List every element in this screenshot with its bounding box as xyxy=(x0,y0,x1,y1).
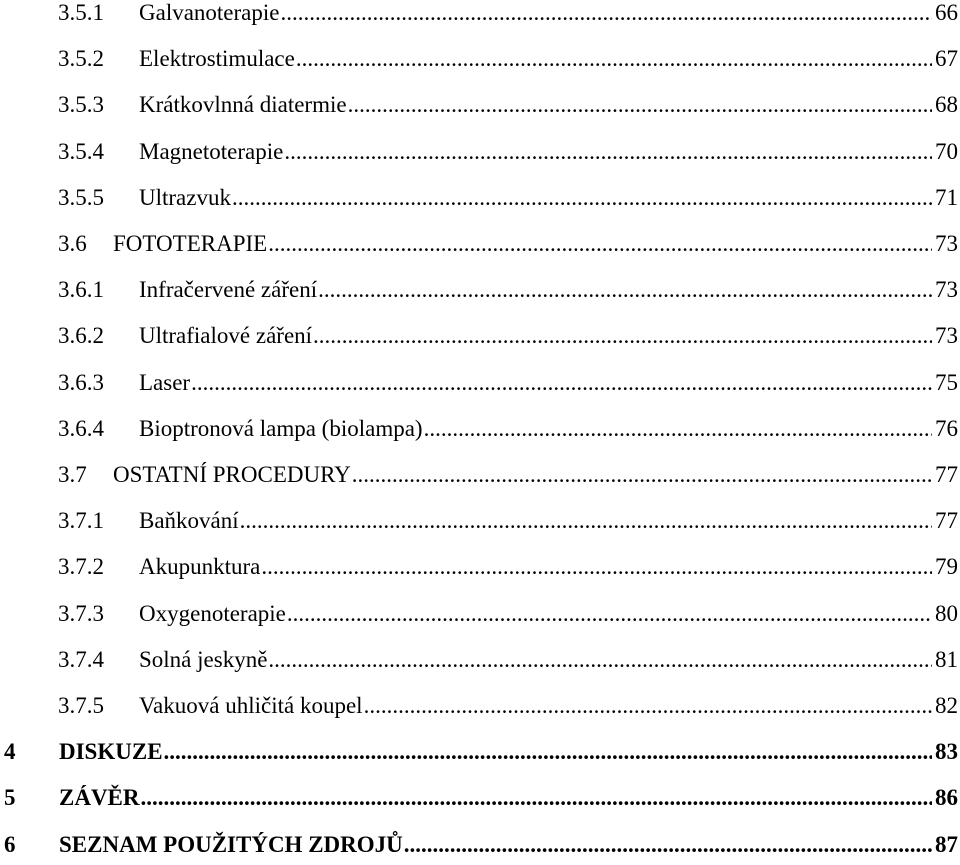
toc-entry-title: Baňkování xyxy=(139,508,239,534)
toc-entry[interactable] xyxy=(58,501,960,541)
toc-entry[interactable] xyxy=(4,732,960,772)
toc-entry-title: FOTOTERAPIE xyxy=(113,231,268,256)
toc-dot-leader xyxy=(296,39,932,79)
toc-dot-leader xyxy=(191,363,932,403)
toc-entry-page-number: 73 xyxy=(935,323,958,349)
toc-entry[interactable] xyxy=(58,0,960,33)
toc-entry-page-number: 77 xyxy=(935,462,958,487)
toc-entry[interactable] xyxy=(58,39,960,79)
toc-dot-leader xyxy=(352,455,932,495)
toc-entry-number: 6 xyxy=(4,831,16,857)
toc-entry[interactable] xyxy=(58,316,960,356)
toc-dot-leader xyxy=(424,409,932,449)
toc-dot-leader xyxy=(164,732,932,772)
toc-entry-title: OSTATNÍ PROCEDURY xyxy=(113,462,351,487)
toc-entry-number: 3.7.3 xyxy=(58,600,104,626)
toc-entry-page-number: 87 xyxy=(935,831,958,857)
toc-entry[interactable] xyxy=(58,363,960,403)
toc-entry-page-number: 73 xyxy=(935,231,958,256)
toc-entry-title: Oxygenoterapie xyxy=(139,600,286,626)
toc-entry-title: Solná jeskyně xyxy=(139,646,268,672)
toc-entry-number: 3.5.2 xyxy=(58,46,104,72)
toc-entry-title: Bioptronová lampa (biolampa) xyxy=(139,415,423,441)
toc-entry[interactable] xyxy=(58,132,960,172)
toc-entry-number: 3.6 xyxy=(58,231,87,256)
toc-entry-title: Galvanoterapie xyxy=(139,0,280,25)
toc-entry-page-number: 83 xyxy=(935,739,958,765)
toc-entry-number: 3.6.1 xyxy=(58,277,104,303)
toc-entry[interactable] xyxy=(58,85,960,125)
toc-entry[interactable] xyxy=(58,455,960,495)
toc-entry-title: Magnetoterapie xyxy=(139,138,284,164)
toc-entry-number: 3.6.3 xyxy=(58,369,104,395)
toc-entry-page-number: 70 xyxy=(935,138,958,164)
toc-entry-page-number: 68 xyxy=(935,92,958,118)
toc-entry[interactable] xyxy=(4,825,960,865)
toc-entry-title: Krátkovlnná diatermie xyxy=(139,92,347,118)
toc-entry-title: ZÁVĚR xyxy=(59,785,140,811)
toc-dot-leader xyxy=(318,270,932,310)
toc-entry-title: DISKUZE xyxy=(59,739,163,765)
toc-entry-page-number: 82 xyxy=(935,693,958,718)
toc-entry[interactable] xyxy=(4,778,960,818)
toc-entry-number: 4 xyxy=(4,739,16,765)
toc-entry-title: Elektrostimulace xyxy=(139,46,295,72)
toc-entry-page-number: 73 xyxy=(935,277,958,303)
toc-entry-page-number: 71 xyxy=(935,184,958,210)
toc-dot-leader xyxy=(348,85,932,125)
toc-entry-title: Ultrafialové záření xyxy=(139,323,313,349)
toc-entry-page-number: 79 xyxy=(935,554,958,580)
toc-dot-leader xyxy=(141,778,932,818)
toc-entry[interactable] xyxy=(58,594,960,634)
toc-dot-leader xyxy=(268,224,932,264)
toc-entry-page-number: 81 xyxy=(935,646,958,672)
toc-dot-leader xyxy=(261,547,932,587)
toc-entry[interactable] xyxy=(58,640,960,680)
toc-dot-leader xyxy=(280,0,932,33)
toc-dot-leader xyxy=(268,640,932,680)
toc-dot-leader xyxy=(364,686,932,726)
toc-entry[interactable] xyxy=(58,686,960,726)
toc-entry-number: 3.7.4 xyxy=(58,646,104,672)
toc-entry-number: 3.5.5 xyxy=(58,184,104,210)
toc-entry-number: 3.7.2 xyxy=(58,554,104,580)
toc-entry-title: Akupunktura xyxy=(139,554,261,580)
toc-entry-page-number: 66 xyxy=(935,0,958,25)
toc-entry-number: 5 xyxy=(4,785,16,811)
toc-entry-number: 3.5.1 xyxy=(58,0,104,25)
toc-entry[interactable] xyxy=(58,409,960,449)
toc-entry-number: 3.7.1 xyxy=(58,508,104,534)
toc-entry-page-number: 80 xyxy=(935,600,958,626)
toc-entry-page-number: 67 xyxy=(935,46,958,72)
toc-entry[interactable] xyxy=(58,224,960,264)
toc-entry-number: 3.7.5 xyxy=(58,693,104,718)
toc-entry-number: 3.7 xyxy=(58,462,87,487)
toc-dot-leader xyxy=(287,594,932,634)
toc-entry-title: Infračervené záření xyxy=(139,277,318,303)
toc-entry-title: Ultrazvuk xyxy=(139,184,231,210)
toc-entry-number: 3.6.4 xyxy=(58,415,104,441)
toc-entry-title: Laser xyxy=(139,369,191,395)
toc-entry-page-number: 77 xyxy=(935,508,958,534)
toc-entry-title: Vakuová uhličitá koupel xyxy=(139,693,363,718)
toc-entry-page-number: 86 xyxy=(935,785,958,811)
toc-entry-number: 3.5.4 xyxy=(58,138,104,164)
toc-dot-leader xyxy=(232,178,932,218)
toc-entry-page-number: 75 xyxy=(935,369,958,395)
toc-dot-leader xyxy=(313,316,932,356)
toc-dot-leader xyxy=(240,501,932,541)
toc-entry[interactable] xyxy=(58,178,960,218)
toc-entry-page-number: 76 xyxy=(935,415,958,441)
toc-entry-number: 3.6.2 xyxy=(58,323,104,349)
toc-dot-leader xyxy=(284,132,932,172)
toc-entry[interactable] xyxy=(58,270,960,310)
toc-entry-title: SEZNAM POUŽITÝCH ZDROJŮ xyxy=(59,831,403,857)
toc-dot-leader xyxy=(404,825,932,865)
toc-entry[interactable] xyxy=(58,547,960,587)
toc-entry-number: 3.5.3 xyxy=(58,92,104,118)
